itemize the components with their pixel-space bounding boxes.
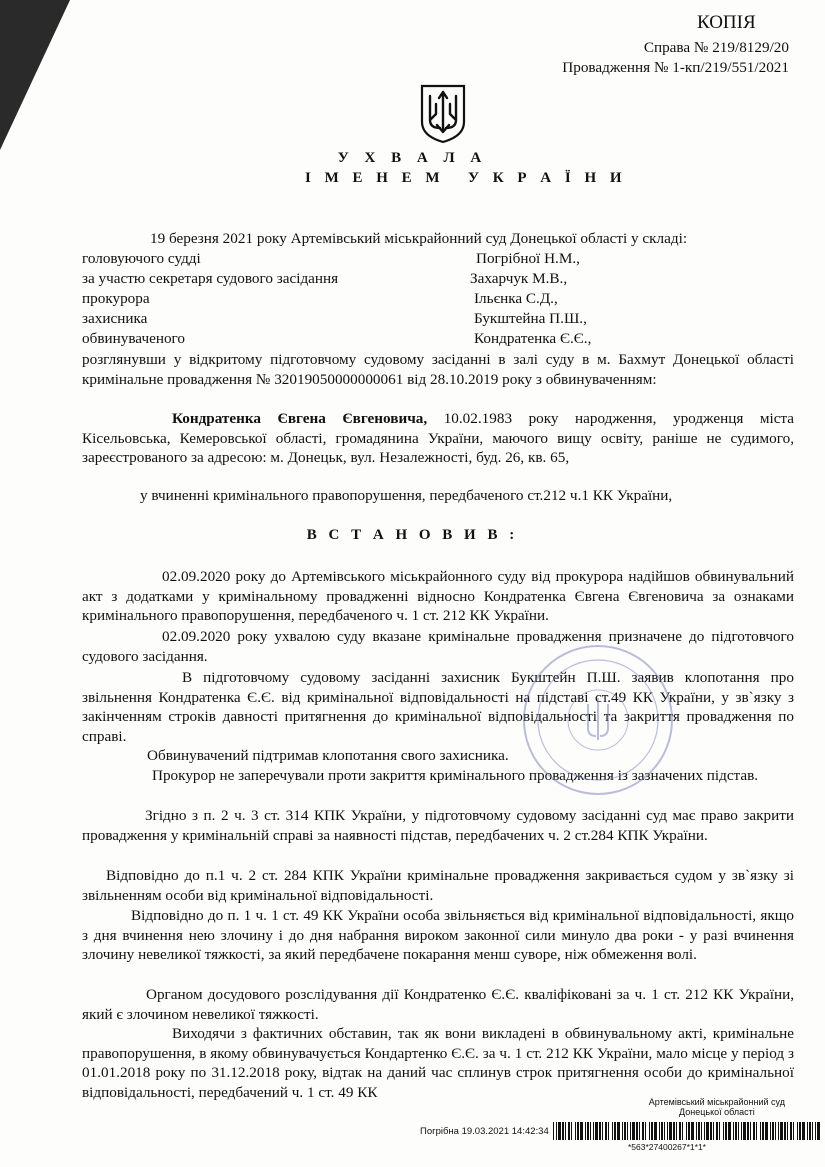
case-number: Справа № 219/8129/20 xyxy=(643,39,789,56)
barcode-bar xyxy=(575,1122,576,1140)
barcode-bar xyxy=(682,1122,683,1140)
scan-edge-shadow xyxy=(0,0,70,150)
paragraph: 02.09.2020 року до Артемівського міськрайонного суду від прокурора надійшов обвинувальний акт з додатками у кримінальному провадженні відносно Кондратенка Євгена Євгеновича за ознаками кримінального правопорушення, передбаченого ч. 1 ст. 212 КК України. xyxy=(82,568,794,625)
accused-details: 10.02.1983 року народження, уродженця міста Кісельовська, Кемеровської області, громадянина України, маючого вищу освіту, раніше не судимого, зареєстрованого за адресою: м. Донецьк, вул. Незалежності, буд. 26, кв. 65, xyxy=(82,410,794,467)
established-heading: В С Т А Н О В И В : xyxy=(306,527,519,543)
barcode-bar xyxy=(617,1122,620,1140)
barcode-bar xyxy=(807,1122,808,1140)
barcode-bar xyxy=(756,1122,757,1140)
barcode-bar xyxy=(770,1122,771,1140)
barcode-bar xyxy=(645,1122,646,1140)
barcode-bar xyxy=(673,1122,675,1140)
barcode-bar xyxy=(565,1122,566,1140)
barcode-icon xyxy=(553,1122,821,1140)
barcode-bar xyxy=(753,1122,755,1140)
title-of-ukraine: У К Р А Ї Н И xyxy=(468,170,627,186)
barcode-bar xyxy=(676,1122,677,1140)
barcode-bar xyxy=(602,1122,603,1140)
barcode-bar xyxy=(686,1122,687,1140)
barcode-bar xyxy=(642,1122,644,1140)
barcode-bar xyxy=(802,1122,805,1140)
barcode-bar xyxy=(627,1122,628,1140)
barcode-bar xyxy=(772,1122,774,1140)
copy-mark: КОПІЯ xyxy=(697,12,756,33)
barcode-bar xyxy=(605,1122,607,1140)
barcode-bar xyxy=(667,1122,668,1140)
barcode-bar xyxy=(679,1122,681,1140)
barcode-bar xyxy=(587,1122,589,1140)
barcode-bar xyxy=(580,1122,583,1140)
barcode-bar xyxy=(735,1122,737,1140)
composition-name: Захарчук М.В., xyxy=(470,270,568,287)
paragraph: Прокурор не заперечували проти закриття кримінального провадження із зазначених підстав. xyxy=(152,767,759,784)
barcode-bar xyxy=(787,1122,788,1140)
barcode-bar xyxy=(728,1122,731,1140)
intro-line: 19 березня 2021 року Артемівський міськрайонний суд Донецької області у складі: xyxy=(150,230,688,247)
barcode-bar xyxy=(738,1122,739,1140)
barcode-bar xyxy=(762,1122,764,1140)
barcode-bar xyxy=(696,1122,697,1140)
barcode-bar xyxy=(661,1122,663,1140)
barcode-bar xyxy=(568,1122,570,1140)
considered-paragraph: розглянувши у відкритому підготовчому судовому засіданні в залі суду в м. Бахмут Донецької області кримінальне провадження № 32019050000000061 від 28.10.2019 року з обвинуваченням: xyxy=(82,351,794,388)
barcode-bar xyxy=(741,1122,742,1140)
barcode-bar xyxy=(698,1122,700,1140)
paragraph: Виходячи з фактичних обставин, так як вони викладені в обвинувальному акті, кримінальне правопорушення, в якому обвинувачується Кондартенко Є.Є. за ч. 1 ст. 212 КК України, мало місце у період з 01.01.2018 року по 31.12.2018 року, відтак на даний час сплинув строк притягнення особи до кримінальної відповідальності, передбачений ч. 1 ст. 49 КК xyxy=(82,1025,794,1101)
barcode-bar xyxy=(571,1122,572,1140)
barcode-bar xyxy=(815,1122,816,1140)
paragraph: 02.09.2020 року ухвалою суду вказане кримінальне провадження призначене до підготовчого судового засідання. xyxy=(82,628,794,665)
barcode-bar xyxy=(784,1122,786,1140)
barcode-bar xyxy=(817,1122,820,1140)
barcode-bar xyxy=(624,1122,626,1140)
trident-emblem-icon xyxy=(418,82,468,144)
paragraph: Органом досудового розслідування дії Кондратенко Є.Є. кваліфіковані за ч. 1 ст. 212 КК України, який є злочином невеликої тяжкості. xyxy=(82,986,794,1023)
barcode-bar xyxy=(797,1122,798,1140)
barcode-bar xyxy=(654,1122,657,1140)
charge-line: у вчиненні кримінального правопорушення, передбаченого ст.212 ч.1 КК України, xyxy=(140,487,673,504)
court-seal-icon xyxy=(510,640,685,800)
paragraph: Обвинувачений підтримав клопотання свого захисника. xyxy=(147,747,509,764)
barcode-bar xyxy=(608,1122,609,1140)
barcode-bar xyxy=(556,1122,557,1140)
composition-role: за участю секретаря судового засідання xyxy=(82,270,339,287)
barcode-bar xyxy=(691,1122,694,1140)
proceeding-number: Провадження № 1-кп/219/551/2021 xyxy=(562,59,789,76)
barcode-bar xyxy=(701,1122,702,1140)
barcode-bar xyxy=(558,1122,561,1140)
footer-court-name xyxy=(649,1097,785,1117)
barcode-bar xyxy=(719,1122,720,1140)
barcode-bar xyxy=(743,1122,746,1140)
paragraph: Відповідно до п. 1 ч. 1 ст. 49 КК України особа звільняється від кримінальної відповідальності, якщо з дня вчинення нею злочину і до дня набрання вироком законної сили минуло два роки - у разі вчинення злочину невеликої тяжкості, за який передбачене покарання менш суворе, ніж обмеження волі. xyxy=(82,907,794,964)
barcode-bar xyxy=(704,1122,705,1140)
footer-court-line: Артемівський міськрайонний суд xyxy=(648,1097,785,1107)
barcode-bar xyxy=(760,1122,761,1140)
barcode-bar xyxy=(669,1122,672,1140)
barcode-bar xyxy=(790,1122,792,1140)
ruling-title: У Х В А Л А xyxy=(337,150,488,166)
barcode-bar xyxy=(664,1122,665,1140)
barcode-bar xyxy=(780,1122,783,1140)
paragraph: Відповідно до п.1 ч. 2 ст. 284 КПК України кримінальне провадження закривається судом у зв`язку зі звільненням особи від кримінальної відповідальності. xyxy=(82,867,794,904)
barcode-bar xyxy=(765,1122,768,1140)
paragraph: Згідно з п. 2 ч. 3 ст. 314 КПК України, у підготовчому судовому засіданні суд має право закрити провадження у кримінальній справі за наявності підстав, передбачених ч. 2 ст.284 КПК України. xyxy=(82,807,794,844)
barcode-bar xyxy=(585,1122,586,1140)
barcode-bar xyxy=(577,1122,579,1140)
barcode-bar xyxy=(659,1122,660,1140)
barcode-bar xyxy=(723,1122,724,1140)
composition-role: прокурора xyxy=(82,290,150,307)
barcode-bar xyxy=(793,1122,794,1140)
barcode-bar xyxy=(713,1122,714,1140)
title-in-the-name: І М Е Н Е М xyxy=(305,170,445,186)
barcode-bar xyxy=(622,1122,623,1140)
composition-name: Букштейна П.Ш., xyxy=(474,310,587,327)
composition-role: головуючого судді xyxy=(82,250,201,267)
barcode-bar xyxy=(632,1122,635,1140)
barcode-bar xyxy=(725,1122,727,1140)
barcode-bar xyxy=(590,1122,591,1140)
barcode-bar xyxy=(595,1122,598,1140)
barcode-bar xyxy=(636,1122,638,1140)
composition-role: захисника xyxy=(82,310,148,327)
footer-court-region: Донецької області xyxy=(679,1107,755,1117)
barcode-bar xyxy=(750,1122,751,1140)
barcode-bar xyxy=(706,1122,709,1140)
barcode-number: *563*27400267*1*1* xyxy=(628,1142,706,1152)
barcode-bar xyxy=(747,1122,749,1140)
barcode-bar xyxy=(799,1122,801,1140)
paragraph: В підготовчому судовому засіданні захисник Букштейн П.Ш. заявив клопотання про звільнення Кондратенка Є.Є. від кримінальної відповідальності на підставі ст.49 КК України, у зв`язку з закінченням строків давності притягнення до кримінальної відповідальності та закриття провадження по справі. xyxy=(82,669,794,745)
barcode-bar xyxy=(716,1122,718,1140)
barcode-bar xyxy=(688,1122,690,1140)
barcode-bar xyxy=(809,1122,811,1140)
barcode-bar xyxy=(553,1122,554,1140)
barcode-bar xyxy=(710,1122,712,1140)
accused-paragraph xyxy=(82,409,794,468)
signature-stamp: Погрібна 19.03.2021 14:42:34 xyxy=(420,1126,549,1137)
accused-name: Кондратенка Євгена Євгеновича, xyxy=(172,410,428,427)
barcode-bar xyxy=(593,1122,594,1140)
barcode-bar xyxy=(733,1122,734,1140)
barcode-bar xyxy=(599,1122,601,1140)
composition-name: Ільєнка С.Д., xyxy=(474,290,558,307)
barcode-bar xyxy=(614,1122,616,1140)
barcode-bar xyxy=(562,1122,564,1140)
barcode-bar xyxy=(812,1122,813,1140)
barcode-bar xyxy=(778,1122,779,1140)
barcode-bar xyxy=(651,1122,653,1140)
composition-name: Погрібної Н.М., xyxy=(476,250,580,267)
barcode-bar xyxy=(649,1122,650,1140)
barcode-bar xyxy=(639,1122,640,1140)
barcode-bar xyxy=(775,1122,776,1140)
composition-name: Кондратенка Є.Є., xyxy=(474,330,592,347)
composition-role: обвинуваченого xyxy=(82,330,185,347)
barcode-bar xyxy=(612,1122,613,1140)
barcode-bar xyxy=(630,1122,631,1140)
